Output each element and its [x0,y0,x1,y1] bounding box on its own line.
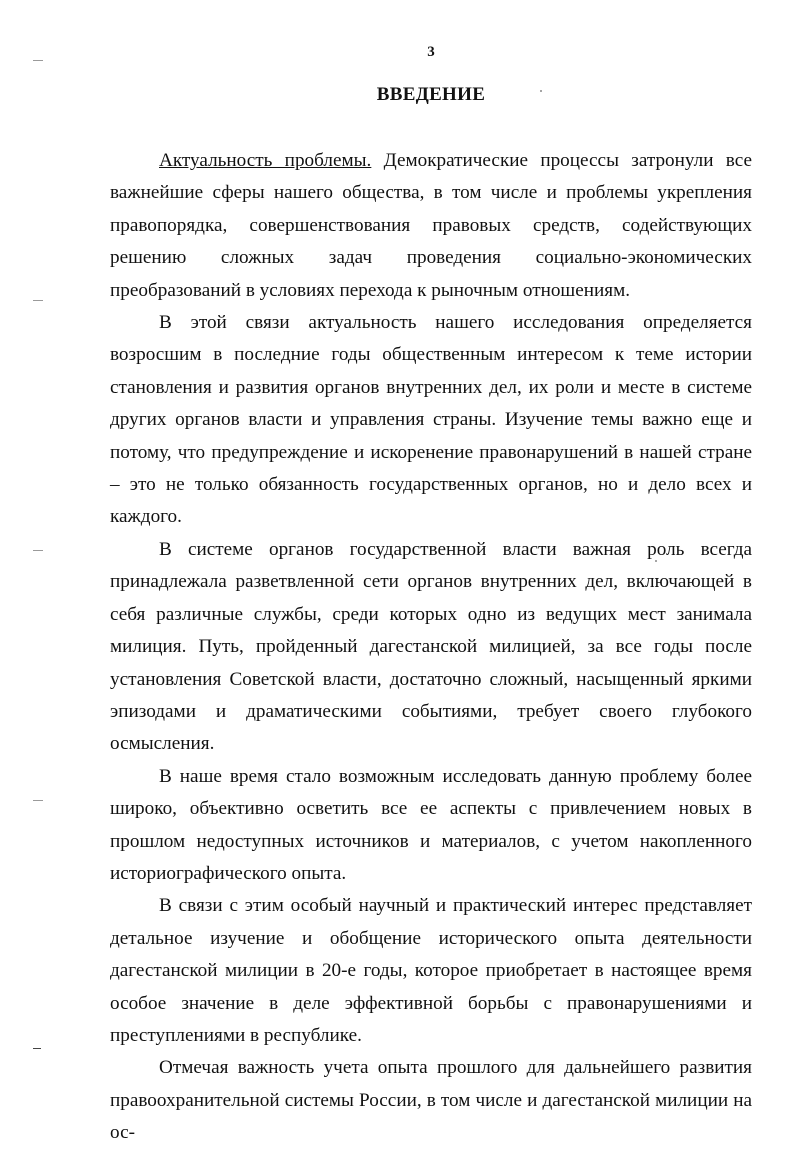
paragraph-5: В связи с этим особый научный и практический интерес представляет детальное изучение и обобщение исторического опыта деятельности дагестанской милиции в 20-е годы, которое приобретает в настоящее время особое значение в деле эффективной борьбы с правонарушениями и преступлениями в республике. [110,895,752,1046]
paragraph-1 [110,145,752,307]
margin-mark [33,550,43,551]
paragraph-3: В системе органов государственной власти важная роль всегда принадлежала разветвленной сети органов внутренних дел, включающей в себя различные службы, среди которых одно из ведущих мест занимала милиция. Путь, пройденный дагестанской милицией, за все годы после установления Советской власти, достаточно сложный, насыщенный яркими эпизодами и драматическими событиями, требует своего глубокого осмысления. [110,538,752,755]
body-text [110,145,752,1150]
paragraph-4: В наше время стало возможным исследовать данную проблему более широко, объективно осветить все ее аспекты с привлечением новых в прошлом недоступных источников и материалов, с учетом накопленного историографического опыта. [110,765,752,884]
paragraph-text: Демократические процессы затронули все важнейшие сферы нашего общества, в том числе и проблемы укрепления правопорядка, совершенствования правовых средств, содействующих решению сложных задач проведения социально-экономических преобразований в условиях перехода к рыночным отношениям. [110,150,752,301]
paragraph-6: Отмечая важность учета опыта прошлого для дальнейшего развития правоохранительной системы России, в том числе и дагестанской милиции на ос- [110,1057,752,1144]
paragraph-2: В этой связи актуальность нашего исследования определяется возросшим в последние годы общественным интересом к теме истории становления и развития органов внутренних дел, их роли и месте в системе других органов власти и управления страны. Изучение темы важно еще и потому, что предупреждение и искоренение правонарушений в нашей стране – это не только обязанность государственных органов, но и дело всех и каждого. [110,312,752,528]
paragraph-lead-underlined: Актуальность проблемы. [159,150,372,171]
margin-mark [33,300,43,301]
page-number: 3 [427,44,435,60]
margin-mark [33,800,43,801]
section-heading: ВВЕДЕНИЕ [376,84,486,105]
margin-mark [33,1048,41,1049]
